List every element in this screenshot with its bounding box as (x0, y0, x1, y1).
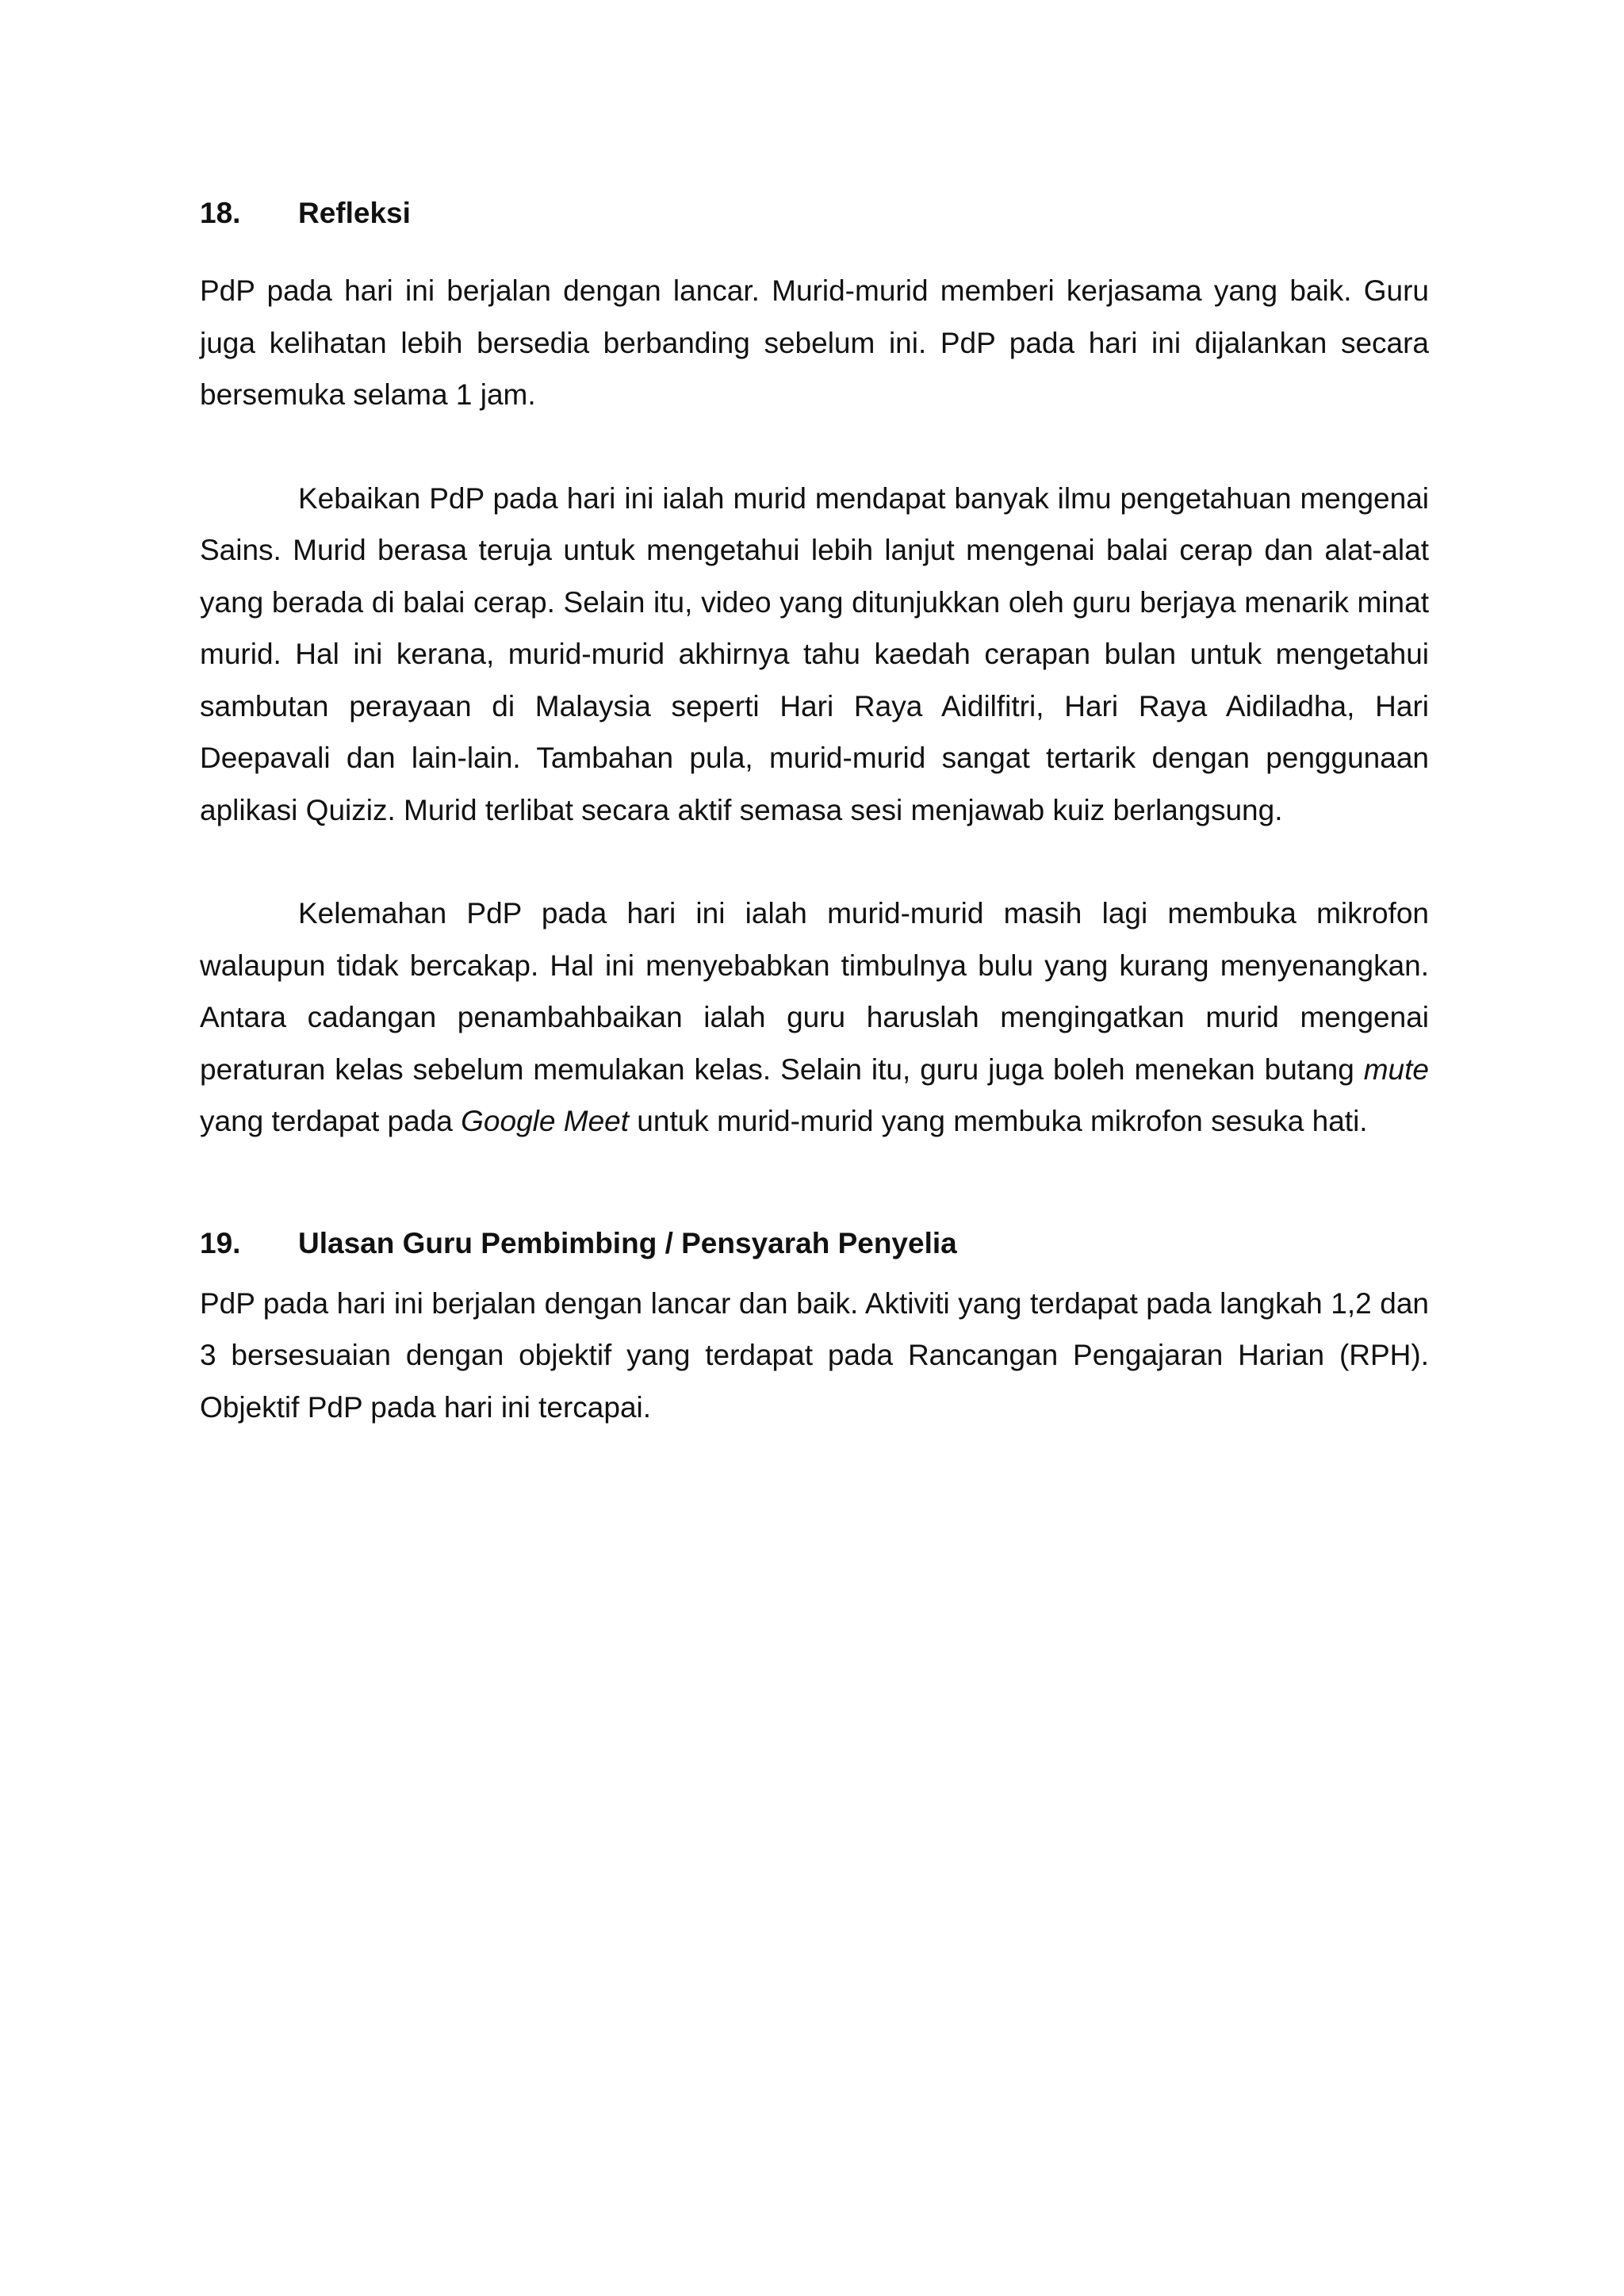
section-heading-refleksi (200, 187, 1429, 240)
section-number: 19. (200, 1226, 241, 1259)
italic-term-mute: mute (1363, 1052, 1429, 1086)
paragraph-ulasan: PdP pada hari ini berjalan dengan lancar dan baik. Aktiviti yang terdapat pada langkah 1,2 dan 3 bersesuaian dengan objektif yang terdapat pada Rancangan Pengajaran Harian (RPH). Objektif PdP pada hari ini tercapai. (200, 1286, 1429, 1424)
paragraph-kebaikan: Kebaikan PdP pada hari ini ialah murid mendapat banyak ilmu pengetahuan mengenai Sains. Murid berasa teruja untuk mengetahui lebih lanjut mengenai balai cerap dan alat-alat yang berada di balai cerap. Selain itu, video yang ditunjukkan oleh guru berjaya menarik minat murid. Hal ini kerana, murid-murid akhirnya tahu kaedah cerapan bulan untuk mengetahui sambutan perayaan di Malaysia seperti Hari Raya Aidilfitri, Hari Raya Aidiladha, Hari Deepavali dan lain-lain. Tambahan pula, murid-murid sangat tertarik dengan penggunaan aplikasi Quiziz. Murid terlibat secara aktif semasa sesi menjawab kuiz berlangsung. (200, 481, 1429, 826)
paragraph-refleksi-intro: PdP pada hari ini berjalan dengan lancar. Murid-murid memberi kerjasama yang baik. Guru juga kelihatan lebih bersedia berbanding sebelum ini. PdP pada hari ini dijalankan secara bersemuka selama 1 jam. (200, 274, 1429, 411)
paragraph-text: untuk murid-murid yang membuka mikrofon sesuka hati. (629, 1105, 1368, 1137)
paragraph-kelemahan (200, 887, 1429, 1148)
paragraph-text: yang terdapat pada (200, 1105, 462, 1137)
document-content (200, 187, 1429, 1433)
italic-term-google-meet: Google Meet (461, 1105, 630, 1137)
section-heading-ulasan (200, 1217, 1429, 1270)
section-title: Refleksi (298, 197, 411, 229)
section-number: 18. (200, 197, 241, 229)
paragraph-text: Kelemahan PdP pada hari ini ialah murid-murid masih lagi membuka mikrofon walaupun tidak bercakap. Hal ini menyebabkan timbulnya bulu yang kurang menyenangkan. Antara cadangan penambahbaikan ialah guru haruslah mengingatkan murid mengenai peraturan kelas sebelum memulakan kelas. Selain itu, guru juga boleh menekan butang (200, 897, 1429, 1086)
section-title: Ulasan Guru Pembimbing / Pensyarah Penyelia (298, 1226, 957, 1259)
